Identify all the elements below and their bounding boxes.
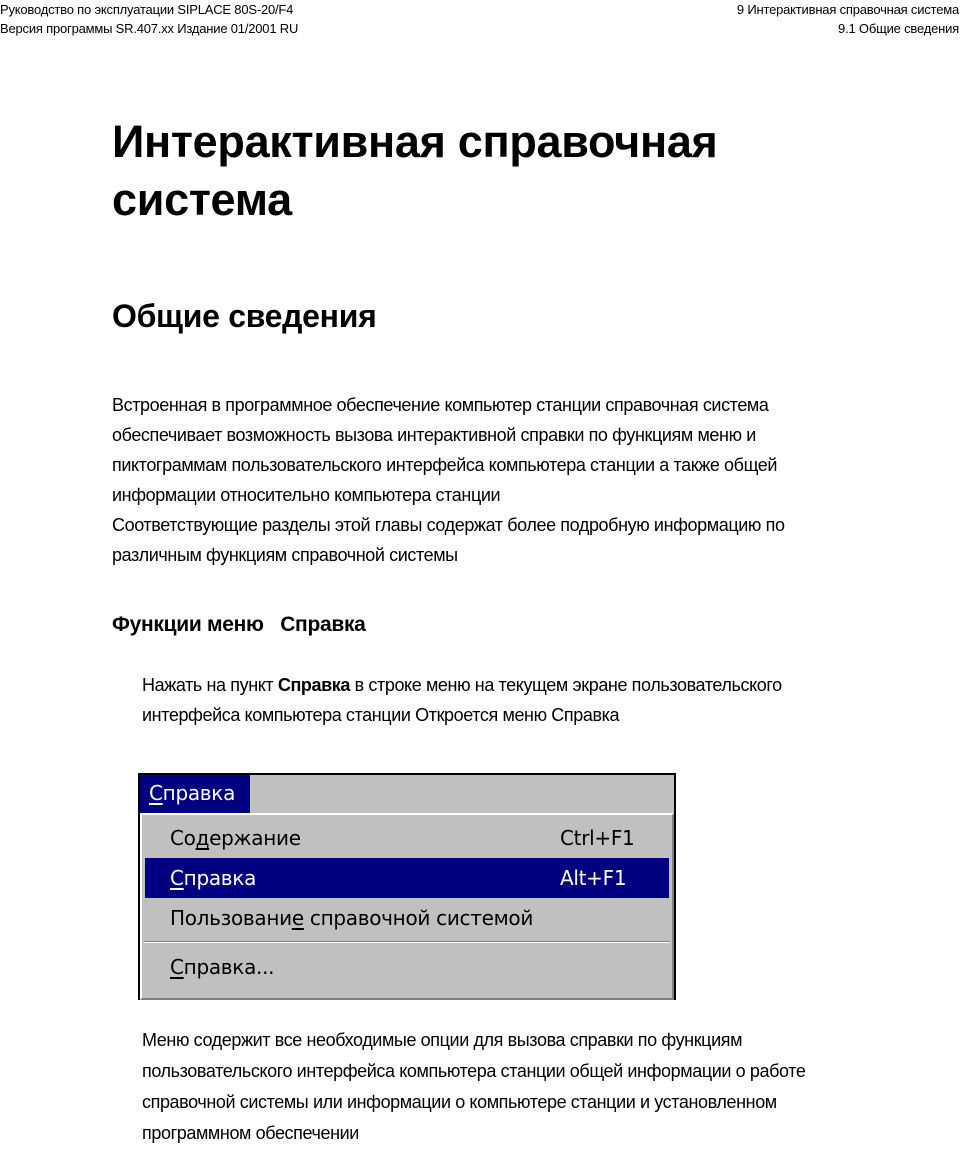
menu-bar bbox=[140, 775, 674, 813]
subsection-title: Функции меню Справка bbox=[112, 613, 366, 636]
manual-title: Руководство по эксплуатации SIPLACE 80S-20/F4 bbox=[0, 2, 294, 17]
help-menu-screenshot bbox=[138, 773, 676, 1000]
menu-item-label: Справка bbox=[170, 866, 257, 890]
menu-item-contents[interactable] bbox=[142, 818, 672, 858]
description-line: Меню содержит все необходимые опции для вызова справки по функциям bbox=[142, 1030, 743, 1050]
description-line: программном обеспечении bbox=[142, 1123, 359, 1143]
menu-item-using-help[interactable] bbox=[142, 898, 672, 938]
menu-item-shortcut: Ctrl+F1 bbox=[560, 826, 635, 850]
menu-description bbox=[142, 1025, 942, 1149]
instruction-bold-term: Справка bbox=[277, 675, 351, 695]
section-reference: 9.1 Общие сведения bbox=[838, 21, 959, 36]
intro-line: Встроенная в программное обеспечение компьютер станции справочная система bbox=[112, 395, 769, 415]
menu-title-help[interactable] bbox=[140, 775, 250, 813]
intro-paragraph bbox=[112, 390, 912, 570]
menu-title-text: правка bbox=[162, 781, 236, 805]
intro-line: пиктограммам пользовательского интерфейса компьютера станции а также общей bbox=[112, 455, 778, 475]
menu-item-label: Пользование справочной системой bbox=[170, 906, 534, 930]
version-edition: Версия программы SR.407.xx Издание 01/2001 RU bbox=[0, 21, 299, 36]
description-line: справочной системы или информации о компьютере станции и установленном bbox=[142, 1092, 777, 1112]
menu-item-label: Содержание bbox=[170, 826, 301, 850]
menu-item-label: Справка... bbox=[170, 955, 275, 979]
chapter-title bbox=[112, 113, 718, 229]
chapter-title-line-1: Интерактивная справочная bbox=[112, 116, 718, 167]
instruction-text: в строке меню на текущем экране пользовательского bbox=[350, 675, 782, 695]
chapter-title-line-2: система bbox=[112, 174, 292, 225]
chapter-reference: 9 Интерактивная справочная система bbox=[736, 2, 959, 17]
description-line: пользовательского интерфейса компьютера станции общей информации о работе bbox=[142, 1061, 806, 1081]
menu-item-about[interactable] bbox=[142, 947, 672, 987]
running-header-left bbox=[0, 0, 298, 38]
intro-line: различным функциям справочной системы bbox=[112, 545, 458, 565]
intro-line: информации относительно компьютера станции bbox=[112, 485, 501, 505]
menu-title-accel: С bbox=[149, 781, 163, 805]
intro-line: Соответствующие разделы этой главы содержат более подробную информацию по bbox=[112, 515, 785, 535]
instruction-line-2: интерфейса компьютера станции Откроется меню Справка bbox=[142, 705, 620, 725]
section-title: Общие сведения bbox=[112, 298, 377, 334]
instruction-step bbox=[142, 670, 922, 730]
menu-item-help[interactable] bbox=[145, 858, 669, 898]
running-header-right bbox=[737, 0, 959, 38]
intro-line: обеспечивает возможность вызова интерактивной справки по функциям меню и bbox=[112, 425, 756, 445]
menu-separator bbox=[144, 941, 670, 943]
instruction-line-1 bbox=[142, 670, 922, 700]
menu-item-shortcut: Alt+F1 bbox=[560, 866, 627, 890]
instruction-text: Нажать на пункт bbox=[142, 675, 278, 695]
help-dropdown bbox=[140, 813, 674, 1000]
